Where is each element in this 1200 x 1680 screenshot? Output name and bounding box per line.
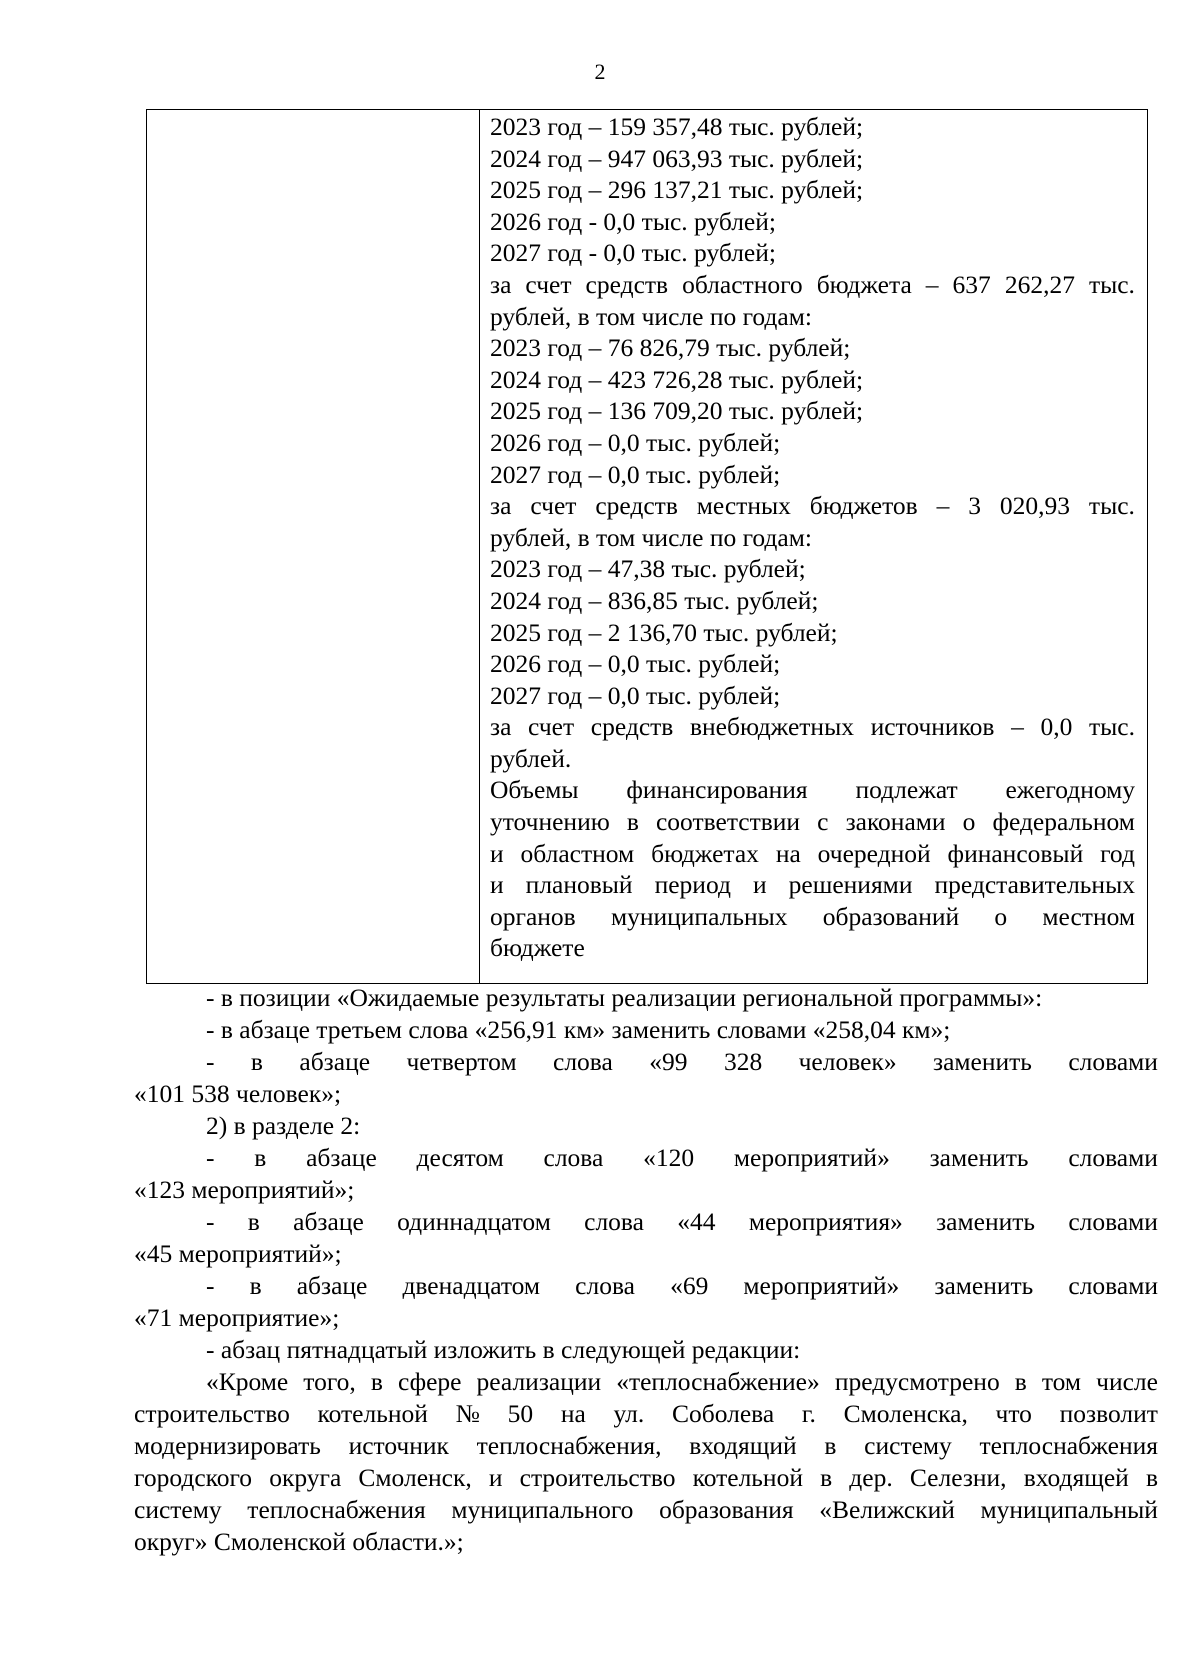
word: «44 xyxy=(677,1207,716,1236)
word: за xyxy=(490,269,512,299)
word: Смоленск, xyxy=(358,1463,472,1492)
word: словами xyxy=(1068,1143,1158,1172)
word: мероприятий» xyxy=(733,1143,890,1172)
word: котельной xyxy=(692,1463,803,1492)
word: что xyxy=(995,1399,1032,1428)
word: уточнению xyxy=(490,807,610,837)
table-line-justified xyxy=(490,838,1135,870)
word: законами xyxy=(845,807,946,837)
table-line-justified xyxy=(490,869,1135,901)
word: одиннадцатом xyxy=(397,1207,551,1236)
word: в xyxy=(1014,1367,1027,1396)
word: тыс. xyxy=(1088,491,1135,521)
word: областном xyxy=(520,838,635,868)
word: Соболева xyxy=(671,1399,775,1428)
table-line: рублей, в том числе по годам: xyxy=(490,301,812,331)
word: - xyxy=(206,1047,215,1076)
word: Селезни, xyxy=(909,1463,1007,1492)
word: на xyxy=(560,1399,586,1428)
table-line: 2025 год – 136 709,20 тыс. рублей; xyxy=(490,396,864,426)
word: счет xyxy=(528,712,575,742)
word: словами xyxy=(1068,1047,1158,1076)
word: слова xyxy=(543,1143,604,1172)
word: образований xyxy=(822,901,960,931)
word: предусмотрено xyxy=(834,1367,1000,1396)
word: и xyxy=(752,870,767,900)
word: образования xyxy=(659,1495,794,1524)
table-line-justified xyxy=(490,774,1135,806)
word: мероприятия» xyxy=(748,1207,903,1236)
word: тыс. xyxy=(1088,269,1135,299)
word: местных xyxy=(696,491,791,521)
text-line-justified xyxy=(134,1206,1158,1238)
word: муниципальный xyxy=(980,1495,1158,1524)
text-line: - абзац пятнадцатый изложить в следующей редакции: xyxy=(206,1335,801,1364)
table-line: 2026 год – 0,0 тыс. рублей; xyxy=(490,427,781,457)
word: абзаце xyxy=(296,1271,368,1300)
word: систему xyxy=(864,1431,952,1460)
text-line-justified xyxy=(134,1366,1158,1398)
word: строительство xyxy=(519,1463,676,1492)
word: позволит xyxy=(1059,1399,1158,1428)
table-line: 2024 год – 423 726,28 тыс. рублей; xyxy=(490,364,864,394)
word: «Велижский xyxy=(819,1495,955,1524)
word: в xyxy=(249,1271,262,1300)
table-line-justified xyxy=(490,901,1135,933)
table-line: бюджете xyxy=(490,933,585,963)
word: средств xyxy=(585,269,669,299)
word: «99 xyxy=(649,1047,688,1076)
word: и xyxy=(490,838,504,868)
table-line: рублей, в том числе по годам: xyxy=(490,522,812,552)
table-line: 2026 год – 0,0 тыс. рублей; xyxy=(490,649,781,679)
word: словами xyxy=(1068,1207,1158,1236)
page-number: 2 xyxy=(594,59,606,84)
word: заменить xyxy=(933,1047,1032,1076)
word: на xyxy=(775,838,801,868)
text-line-justified xyxy=(134,1494,1158,1526)
word: бюджетов xyxy=(809,491,918,521)
word: 3 xyxy=(968,491,981,521)
word: десятом xyxy=(416,1143,504,1172)
word: слова xyxy=(553,1047,613,1076)
table-line: 2025 год – 296 137,21 тыс. рублей; xyxy=(490,175,864,205)
text-line: - в абзаце третьем слова «256,91 км» заменить словами «258,04 км»; xyxy=(206,1015,951,1044)
word: строительство xyxy=(134,1399,290,1428)
text-line-justified xyxy=(134,1142,1158,1174)
text-line: 2) в разделе 2: xyxy=(206,1111,361,1140)
word: плановый xyxy=(525,870,633,900)
word: человек» xyxy=(798,1047,897,1076)
word: в xyxy=(820,1463,833,1492)
table-line: 2024 год – 836,85 тыс. рублей; xyxy=(490,585,819,615)
word: теплоснабжения xyxy=(979,1431,1158,1460)
amendments-text xyxy=(134,982,1158,1558)
word: четвертом xyxy=(406,1047,517,1076)
word: 328 xyxy=(723,1047,763,1076)
word: «теплоснабжение» xyxy=(616,1367,820,1396)
word: - xyxy=(206,1207,215,1236)
word: - xyxy=(206,1271,215,1300)
word: том xyxy=(1041,1367,1082,1396)
table-line: рублей. xyxy=(490,743,572,773)
word: входящий xyxy=(689,1431,797,1460)
word: № xyxy=(455,1399,480,1428)
word: «Кроме xyxy=(206,1367,289,1396)
word: источник xyxy=(348,1431,449,1460)
word: – xyxy=(936,491,950,521)
word: – xyxy=(1011,712,1024,742)
table-line: 2027 год – 0,0 тыс. рублей; xyxy=(490,459,781,489)
text-line-justified xyxy=(134,1270,1158,1302)
word: котельной xyxy=(317,1399,428,1428)
word: абзаце xyxy=(299,1047,371,1076)
table-line: 2023 год – 76 826,79 тыс. рублей; xyxy=(490,333,851,363)
word: внебюджетных xyxy=(689,712,854,742)
word: в xyxy=(1145,1463,1158,1492)
word: за xyxy=(490,712,512,742)
text-line: «71 мероприятие»; xyxy=(134,1303,340,1332)
table-left-cell xyxy=(147,110,480,983)
text-line-justified xyxy=(134,1462,1158,1494)
word: абзаце xyxy=(306,1143,377,1172)
word: год xyxy=(1100,838,1135,868)
word: абзаце xyxy=(293,1207,364,1236)
word: и xyxy=(488,1463,503,1492)
text-line: «45 мероприятий»; xyxy=(134,1239,342,1268)
word: «69 xyxy=(670,1271,709,1300)
word: числе xyxy=(1096,1367,1158,1396)
word: Смоленска, xyxy=(843,1399,968,1428)
table-line: 2023 год – 159 357,48 тыс. рублей; xyxy=(490,112,864,141)
word: дер. xyxy=(849,1463,893,1492)
word: 637 xyxy=(952,269,991,299)
word: в xyxy=(370,1367,383,1396)
text-line: - в позиции «Ожидаемые результаты реализации региональной программы»: xyxy=(206,983,1043,1012)
word: средств xyxy=(595,491,678,521)
word: период xyxy=(654,870,731,900)
word: систему xyxy=(134,1495,222,1524)
text-line: «101 538 человек»; xyxy=(134,1079,342,1108)
word: входящей xyxy=(1023,1463,1129,1492)
text-line: округ» Смоленской области.»; xyxy=(134,1527,464,1556)
word: муниципальных xyxy=(610,901,788,931)
word: о xyxy=(962,807,976,837)
word: мероприятий» xyxy=(743,1271,900,1300)
word: заменить xyxy=(934,1271,1034,1300)
table-line: 2023 год – 47,38 тыс. рублей; xyxy=(490,554,806,584)
word: 262,27 xyxy=(1004,269,1075,299)
word: в xyxy=(824,1431,837,1460)
word: теплоснабжения, xyxy=(476,1431,662,1460)
word: 020,93 xyxy=(999,491,1071,521)
word: соответствии xyxy=(655,807,801,837)
word: в xyxy=(254,1143,267,1172)
table-line: 2025 год – 2 136,70 тыс. рублей; xyxy=(490,617,838,647)
word: в xyxy=(250,1047,263,1076)
word: о xyxy=(994,901,1008,931)
word: того, xyxy=(303,1367,356,1396)
word: теплоснабжения xyxy=(247,1495,426,1524)
table-line-justified xyxy=(490,490,1135,522)
word: – xyxy=(925,269,939,299)
word: заменить xyxy=(936,1207,1036,1236)
word: реализации xyxy=(476,1367,602,1396)
word: решениями xyxy=(788,870,913,900)
word: местном xyxy=(1042,901,1135,931)
word: заменить xyxy=(929,1143,1029,1172)
word: муниципального xyxy=(451,1495,634,1524)
word: счет xyxy=(530,491,577,521)
text-line-justified xyxy=(134,1398,1158,1430)
word: ежегодному xyxy=(1005,775,1135,805)
word: и xyxy=(490,870,504,900)
word: - xyxy=(206,1143,215,1172)
word: модернизировать xyxy=(134,1431,321,1460)
word: финансирования xyxy=(626,775,808,805)
table-line: 2024 год – 947 063,93 тыс. рублей; xyxy=(490,143,864,173)
financing-table xyxy=(146,109,1148,984)
word: с xyxy=(817,807,829,837)
word: бюджета xyxy=(816,269,912,299)
text-line-justified xyxy=(134,1430,1158,1462)
word: бюджетах xyxy=(651,838,759,868)
text-line: «123 мероприятий»; xyxy=(134,1175,355,1204)
word: двенадцатом xyxy=(402,1271,541,1300)
word: 50 xyxy=(507,1399,534,1428)
word: «120 xyxy=(643,1143,695,1172)
word: представительных xyxy=(934,870,1135,900)
table-line: 2027 год – 0,0 тыс. рублей; xyxy=(490,680,781,710)
word: средств xyxy=(590,712,674,742)
word: областного xyxy=(682,269,803,299)
word: г. xyxy=(801,1399,816,1428)
table-line-justified xyxy=(490,711,1135,743)
word: ул. xyxy=(613,1399,645,1428)
word: счет xyxy=(525,269,572,299)
word: слова xyxy=(575,1271,635,1300)
word: словами xyxy=(1068,1271,1158,1300)
word: очередной xyxy=(817,838,931,868)
word: органов xyxy=(490,901,576,931)
word: источников xyxy=(870,712,995,742)
table-line: 2026 год - 0,0 тыс. рублей; xyxy=(490,206,776,236)
word: тыс. xyxy=(1089,712,1135,742)
table-line-justified xyxy=(490,806,1135,838)
word: округа xyxy=(269,1463,342,1492)
word: Объемы xyxy=(490,775,579,805)
word: в xyxy=(247,1207,260,1236)
table-right-cell xyxy=(480,110,1147,983)
word: в xyxy=(626,807,639,837)
word: федеральном xyxy=(992,807,1135,837)
word: за xyxy=(490,491,512,521)
table-line-justified xyxy=(490,269,1135,301)
text-line-justified xyxy=(134,1046,1158,1078)
word: слова xyxy=(584,1207,644,1236)
word: подлежат xyxy=(855,775,958,805)
word: 0,0 xyxy=(1040,712,1073,742)
word: сфере xyxy=(397,1367,462,1396)
word: городского xyxy=(134,1463,253,1492)
word: финансовый xyxy=(947,838,1084,868)
table-line: 2027 год - 0,0 тыс. рублей; xyxy=(490,238,776,268)
